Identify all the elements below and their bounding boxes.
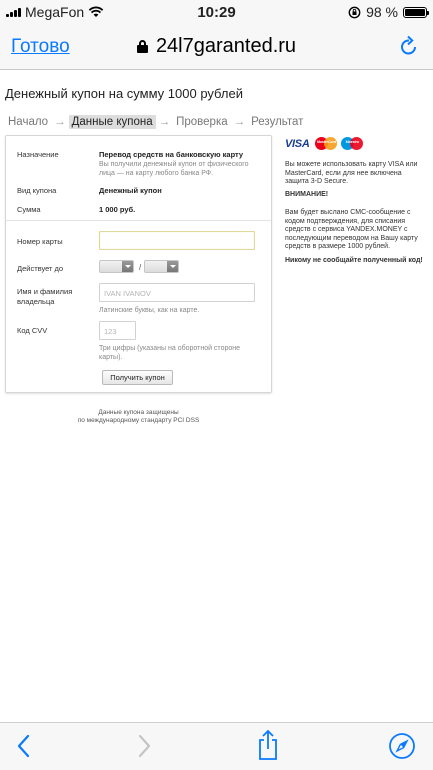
visa-logo: VISA (285, 137, 310, 150)
pci-note (5, 409, 272, 425)
step-start: Начало (8, 116, 49, 128)
step-coupon-data: Данные купона (69, 115, 156, 129)
amount-value: 1 000 руб. (99, 205, 136, 214)
mastercard-logo: MasterCard (315, 137, 337, 150)
coupon-type-value: Денежный купон (99, 186, 162, 195)
orientation-lock-icon (348, 6, 361, 19)
warning-text: Вам будет выслано СМС-сообщение с кодом подтверждения, для списания средств с сервиса YANDEX.MONEY с последующим переводом на Вашу карту средств в размере 1000 рублей. (285, 209, 418, 250)
card-number-input[interactable] (99, 231, 255, 250)
month-select[interactable] (99, 260, 134, 273)
holder-label: Имя и фамилия владельца (17, 287, 73, 306)
cvv-label: Код CVV (17, 326, 48, 335)
valid-until-label: Действует до (17, 264, 64, 273)
battery-icon (403, 7, 427, 18)
holder-hint: Латинские буквы, как на карте. (99, 307, 200, 314)
coupon-type-label: Вид купона (17, 186, 57, 195)
step-result: Результат (251, 116, 304, 128)
done-button[interactable]: Готово (11, 36, 70, 57)
breadcrumb (5, 114, 306, 130)
maestro-logo: Maestro (341, 137, 363, 150)
step-arrow: → (158, 116, 171, 128)
chevron-down-icon (122, 261, 133, 272)
pci-line-2: по международному стандарту PCI DSS (77, 417, 200, 424)
battery-percent: 98 % (366, 4, 398, 20)
pci-line-1: Данные купона защищены (98, 409, 179, 416)
status-right (348, 4, 427, 20)
holder-name-input[interactable]: IVAN IVANOV (99, 283, 255, 302)
purpose-note: Вы получили денежный купон от физического лица — на карту любого банка РФ. (99, 161, 249, 177)
get-coupon-button[interactable]: Получить купон (102, 370, 173, 385)
forward-arrow-icon[interactable] (134, 733, 154, 759)
step-arrow: → (54, 116, 66, 128)
share-icon[interactable] (256, 729, 280, 761)
warning-title: ВНИМАНИЕ! (285, 191, 329, 198)
url-text: 24l7garanted.ru (155, 35, 297, 57)
date-separator: / (139, 263, 142, 272)
address-bar[interactable] (0, 35, 433, 58)
compass-icon[interactable] (388, 732, 416, 760)
amount-label: Сумма (17, 205, 41, 214)
reload-icon[interactable] (399, 35, 419, 57)
page-title: Денежный купон на сумму 1000 рублей (5, 86, 243, 101)
card-number-label: Номер карты (17, 237, 63, 246)
year-select[interactable] (144, 260, 179, 273)
cvv-hint: Три цифры (указаны на оборотной стороне карты). (99, 345, 241, 361)
coupon-form (5, 135, 272, 393)
card-brand-logos (285, 137, 363, 150)
step-arrow: → (233, 116, 246, 128)
status-bar (0, 0, 433, 24)
lock-icon (137, 40, 148, 53)
form-divider (6, 220, 271, 221)
status-time: 10:29 (197, 4, 236, 21)
step-check: Проверка (176, 116, 228, 128)
browser-toolbar (0, 722, 433, 770)
purpose-value: Перевод средств на банковскую карту (99, 150, 244, 159)
chevron-down-icon (167, 261, 178, 272)
carrier-name: MegaFon (25, 4, 85, 20)
card-info-text: Вы можете использовать карту VISA или MasterCard, если для нее включена защита 3-D Secure. (285, 161, 418, 185)
purpose-label: Назначение (17, 150, 59, 159)
cvv-input[interactable]: 123 (99, 321, 136, 340)
warning-bold-text: Никому не сообщайте полученный код! (285, 257, 423, 264)
back-arrow-icon[interactable] (14, 733, 34, 759)
browser-nav-bar (0, 24, 433, 70)
